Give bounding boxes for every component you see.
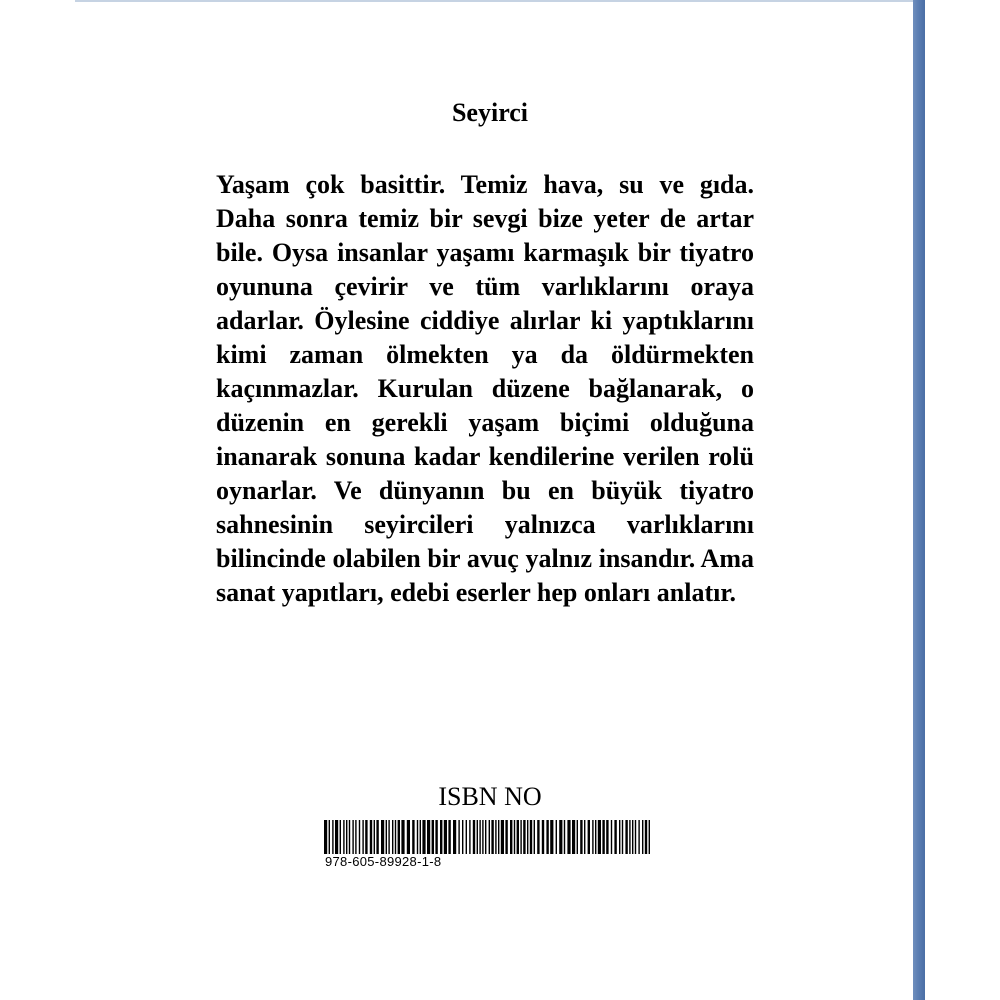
barcode-bar bbox=[352, 820, 353, 854]
barcode-bar bbox=[462, 820, 463, 854]
barcode-bar bbox=[440, 820, 442, 854]
barcode-bar bbox=[598, 820, 601, 854]
barcode-bar bbox=[332, 820, 333, 854]
barcode-bar bbox=[584, 820, 585, 854]
barcode-bar bbox=[395, 820, 396, 854]
barcode-bar bbox=[567, 820, 570, 854]
barcode-bar bbox=[482, 820, 483, 854]
barcode-bar bbox=[595, 820, 596, 854]
barcode-bar bbox=[407, 820, 410, 854]
body-paragraph: Yaşam çok basittir. Temiz hava, su ve gıda. Daha sonra temiz bir sevgi bize yeter de artar bile. Oysa insanlar yaşamı karmaşık bir tiyatro oyununa çevirir ve tüm varlıklarını oraya adarlar. Öylesine ciddiye alırlar ki yaptıklarını kimi zaman ölmekten ya da öldürmekten kaçınmazlar. Kurulan düzene bağlanarak, o düzenin en gerekli yaşam biçimi olduğuna inanarak sonuna kadar kendilerine verilen rolü oynarlar. Ve dünyanın bu en büyük tiyatro sahnesinin seyircileri yalnızca varlıklarını bilincinde olabilen bir avuç yalnız insandır. Ama sanat yapıtları, edebi eserler hep onları anlatır. bbox=[216, 170, 754, 607]
barcode-bar bbox=[388, 820, 389, 854]
barcode-bar bbox=[495, 820, 496, 854]
barcode-bar bbox=[355, 820, 356, 854]
barcode-bar bbox=[432, 820, 434, 854]
barcode-bar bbox=[417, 820, 418, 854]
barcode-bar bbox=[530, 820, 532, 854]
barcode-bar bbox=[556, 820, 557, 854]
barcode-bar bbox=[349, 820, 350, 854]
barcode-bar bbox=[473, 820, 475, 854]
barcode-bar bbox=[611, 820, 612, 854]
barcode-bar bbox=[577, 820, 578, 854]
barcode-bar bbox=[514, 820, 515, 854]
barcode-bar bbox=[517, 820, 519, 854]
page-title: Seyirci bbox=[451, 98, 529, 127]
barcode-bar bbox=[469, 820, 470, 854]
barcode-bar bbox=[632, 820, 633, 854]
barcode-bar bbox=[392, 820, 393, 854]
barcode-bar bbox=[649, 820, 650, 854]
barcode-bar bbox=[448, 820, 450, 854]
barcode-bar bbox=[629, 820, 630, 854]
barcode-image bbox=[324, 820, 652, 854]
barcode-bar bbox=[466, 820, 467, 854]
window-edge-scrollbar[interactable] bbox=[913, 0, 925, 1000]
barcode-bar bbox=[343, 820, 344, 854]
barcode-bar bbox=[625, 820, 627, 854]
barcode-bar bbox=[614, 820, 616, 854]
isbn-label: ISBN NO bbox=[438, 782, 542, 811]
barcode-bar bbox=[340, 820, 341, 854]
barcode-bar bbox=[498, 820, 499, 854]
barcode-bar bbox=[580, 820, 582, 854]
barcode-bar bbox=[489, 820, 490, 854]
barcode-bar bbox=[376, 820, 378, 854]
barcode-bar bbox=[592, 820, 593, 854]
barcode-bar bbox=[477, 820, 478, 854]
barcode-bar bbox=[537, 820, 539, 854]
barcode-bar bbox=[374, 820, 375, 854]
barcode-bar bbox=[335, 820, 338, 854]
barcode-bar bbox=[381, 820, 384, 854]
barcode-bar bbox=[479, 820, 480, 854]
barcode-bar bbox=[505, 820, 507, 854]
barcode-bar bbox=[346, 820, 347, 854]
barcode-bar bbox=[602, 820, 604, 854]
barcode-bar bbox=[606, 820, 608, 854]
barcode-bar bbox=[401, 820, 404, 854]
barcode-bar bbox=[546, 820, 548, 854]
barcode-bar bbox=[370, 820, 372, 854]
barcode-bar bbox=[444, 820, 447, 854]
barcode-bar bbox=[324, 820, 327, 854]
barcode-bar bbox=[398, 820, 400, 854]
barcode-bar bbox=[453, 820, 456, 854]
barcode-bar bbox=[412, 820, 414, 854]
barcode-bar bbox=[435, 820, 437, 854]
barcode-bar bbox=[420, 820, 421, 854]
barcode-bar bbox=[520, 820, 521, 854]
barcode-bar bbox=[572, 820, 575, 854]
barcode-bar bbox=[485, 820, 486, 854]
barcode-bar bbox=[642, 820, 643, 854]
barcode-bar bbox=[523, 820, 525, 854]
barcode-bar bbox=[359, 820, 360, 854]
barcode-bar bbox=[638, 820, 639, 854]
barcode-bar bbox=[491, 820, 493, 854]
barcode-bar bbox=[564, 820, 565, 854]
barcode-bar bbox=[501, 820, 504, 854]
document-page bbox=[75, 2, 913, 1000]
barcode-bar bbox=[622, 820, 623, 854]
barcode-bar bbox=[559, 820, 562, 854]
barcode-bar bbox=[458, 820, 459, 854]
barcode-bar bbox=[427, 820, 430, 854]
barcode-bar bbox=[645, 820, 647, 854]
barcode-bar bbox=[534, 820, 535, 854]
barcode-bar bbox=[588, 820, 590, 854]
barcode-bar bbox=[527, 820, 528, 854]
barcode-bar bbox=[510, 820, 512, 854]
barcode-bar bbox=[329, 820, 330, 854]
barcode-bar bbox=[619, 820, 620, 854]
isbn-number: 978-605-89928-1-8 bbox=[325, 854, 442, 869]
barcode-bar bbox=[386, 820, 387, 854]
barcode-bar bbox=[422, 820, 425, 854]
barcode-bar bbox=[365, 820, 367, 854]
barcode-bar bbox=[635, 820, 636, 854]
barcode-bar bbox=[362, 820, 363, 854]
barcode-bar bbox=[542, 820, 544, 854]
barcode-bar bbox=[550, 820, 553, 854]
